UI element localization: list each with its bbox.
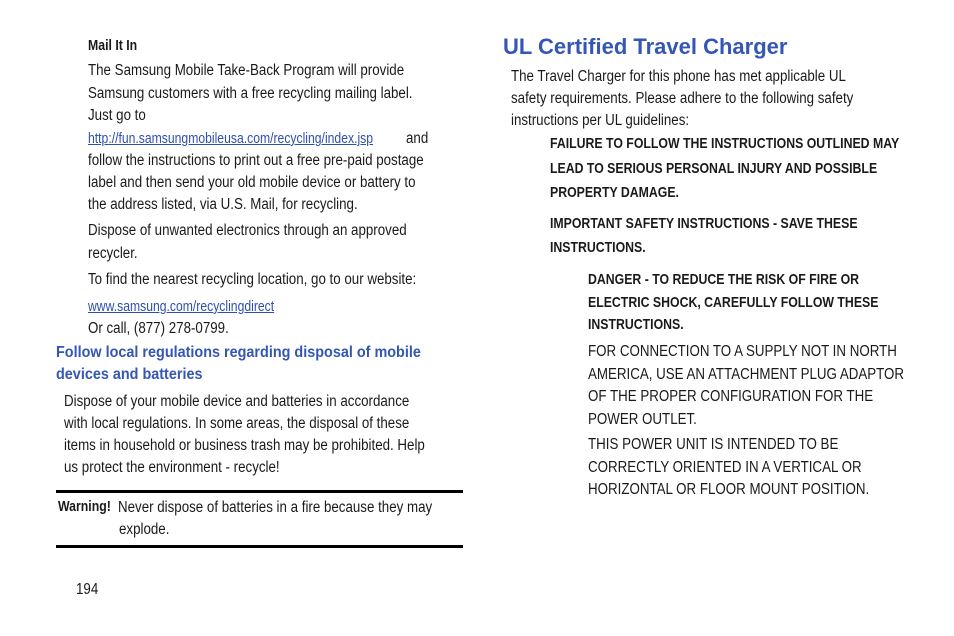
page-number: 194 <box>76 581 99 598</box>
failure-warning-line-3: PROPERTY DAMAGE. <box>550 184 679 201</box>
orientation-line-1: THIS POWER UNIT IS INTENDED TO BE <box>588 436 839 453</box>
page-title: UL Certified Travel Charger <box>503 34 788 59</box>
regulations-heading-line-2: devices and batteries <box>56 366 203 383</box>
intro-line-2: safety requirements. Please adhere to the following safety <box>511 90 854 107</box>
recycling-program-link[interactable]: http://fun.samsungmobileusa.com/recycling/index.jsp <box>88 131 374 147</box>
orientation-line-2: CORRECTLY ORIENTED IN A VERTICAL OR <box>588 459 862 476</box>
regulations-paragraph-line-2: with local regulations. In some areas, the disposal of these <box>64 415 410 432</box>
regulations-paragraph-line-4: us protect the environment - recycle! <box>64 459 280 476</box>
recycling-direct-link[interactable]: www.samsung.com/recyclingdirect <box>88 299 275 315</box>
regulations-paragraph-line-3: items in household or business trash may be prohibited. Help <box>64 437 425 454</box>
danger-warning-line-1: DANGER - TO REDUCE THE RISK OF FIRE OR <box>588 271 860 288</box>
failure-warning-line-1: FAILURE TO FOLLOW THE INSTRUCTIONS OUTLINED MAY <box>550 135 900 152</box>
regulations-heading-line-1: Follow local regulations regarding disposal of mobile <box>56 344 421 361</box>
mail-paragraph-line-1: The Samsung Mobile Take-Back Program will provide <box>88 62 405 79</box>
dispose-paragraph-line-1: Dispose of unwanted electronics through an approved <box>88 222 407 239</box>
warning-text-line-1: Never dispose of batteries in a fire because they may <box>118 499 433 516</box>
danger-warning-line-3: INSTRUCTIONS. <box>588 316 684 333</box>
failure-warning-line-2: LEAD TO SERIOUS PERSONAL INJURY AND POSSIBLE <box>550 160 878 177</box>
mail-paragraph-line-6: the address listed, via U.S. Mail, for recycling. <box>88 196 358 213</box>
call-text: Or call, (877) 278-0799. <box>88 320 229 337</box>
warning-top-rule <box>56 490 463 493</box>
mail-paragraph-line-3: Just go to <box>88 107 146 124</box>
find-location-text: To find the nearest recycling location, go to our website: <box>88 271 417 288</box>
intro-line-1: The Travel Charger for this phone has met applicable UL <box>511 68 846 85</box>
important-instructions-line-1: IMPORTANT SAFETY INSTRUCTIONS - SAVE THESE <box>550 215 858 232</box>
connection-line-2: AMERICA, USE AN ATTACHMENT PLUG ADAPTOR <box>588 366 905 383</box>
mail-link-after-text: and <box>406 130 429 147</box>
mail-paragraph-line-4: follow the instructions to print out a free pre-paid postage <box>88 152 424 169</box>
connection-line-4: POWER OUTLET. <box>588 411 697 428</box>
regulations-paragraph-line-1: Dispose of your mobile device and batteries in accordance <box>64 393 410 410</box>
intro-line-3: instructions per UL guidelines: <box>511 112 690 129</box>
mail-paragraph-line-5: label and then send your old mobile device or battery to <box>88 174 416 191</box>
warning-label: Warning! <box>58 498 111 515</box>
warning-text-line-2: explode. <box>119 521 170 538</box>
dispose-paragraph-line-2: recycler. <box>88 245 138 262</box>
orientation-line-3: HORIZONTAL OR FLOOR MOUNT POSITION. <box>588 481 870 498</box>
warning-bottom-rule <box>56 545 463 548</box>
danger-warning-line-2: ELECTRIC SHOCK, CAREFULLY FOLLOW THESE <box>588 294 879 311</box>
mail-it-in-heading: Mail It In <box>88 37 138 54</box>
connection-line-3: OF THE PROPER CONFIGURATION FOR THE <box>588 388 874 405</box>
important-instructions-line-2: INSTRUCTIONS. <box>550 239 646 256</box>
mail-link-line <box>88 128 427 151</box>
connection-line-1: FOR CONNECTION TO A SUPPLY NOT IN NORTH <box>588 343 897 360</box>
mail-paragraph-line-2: Samsung customers with a free recycling mailing label. <box>88 85 413 102</box>
